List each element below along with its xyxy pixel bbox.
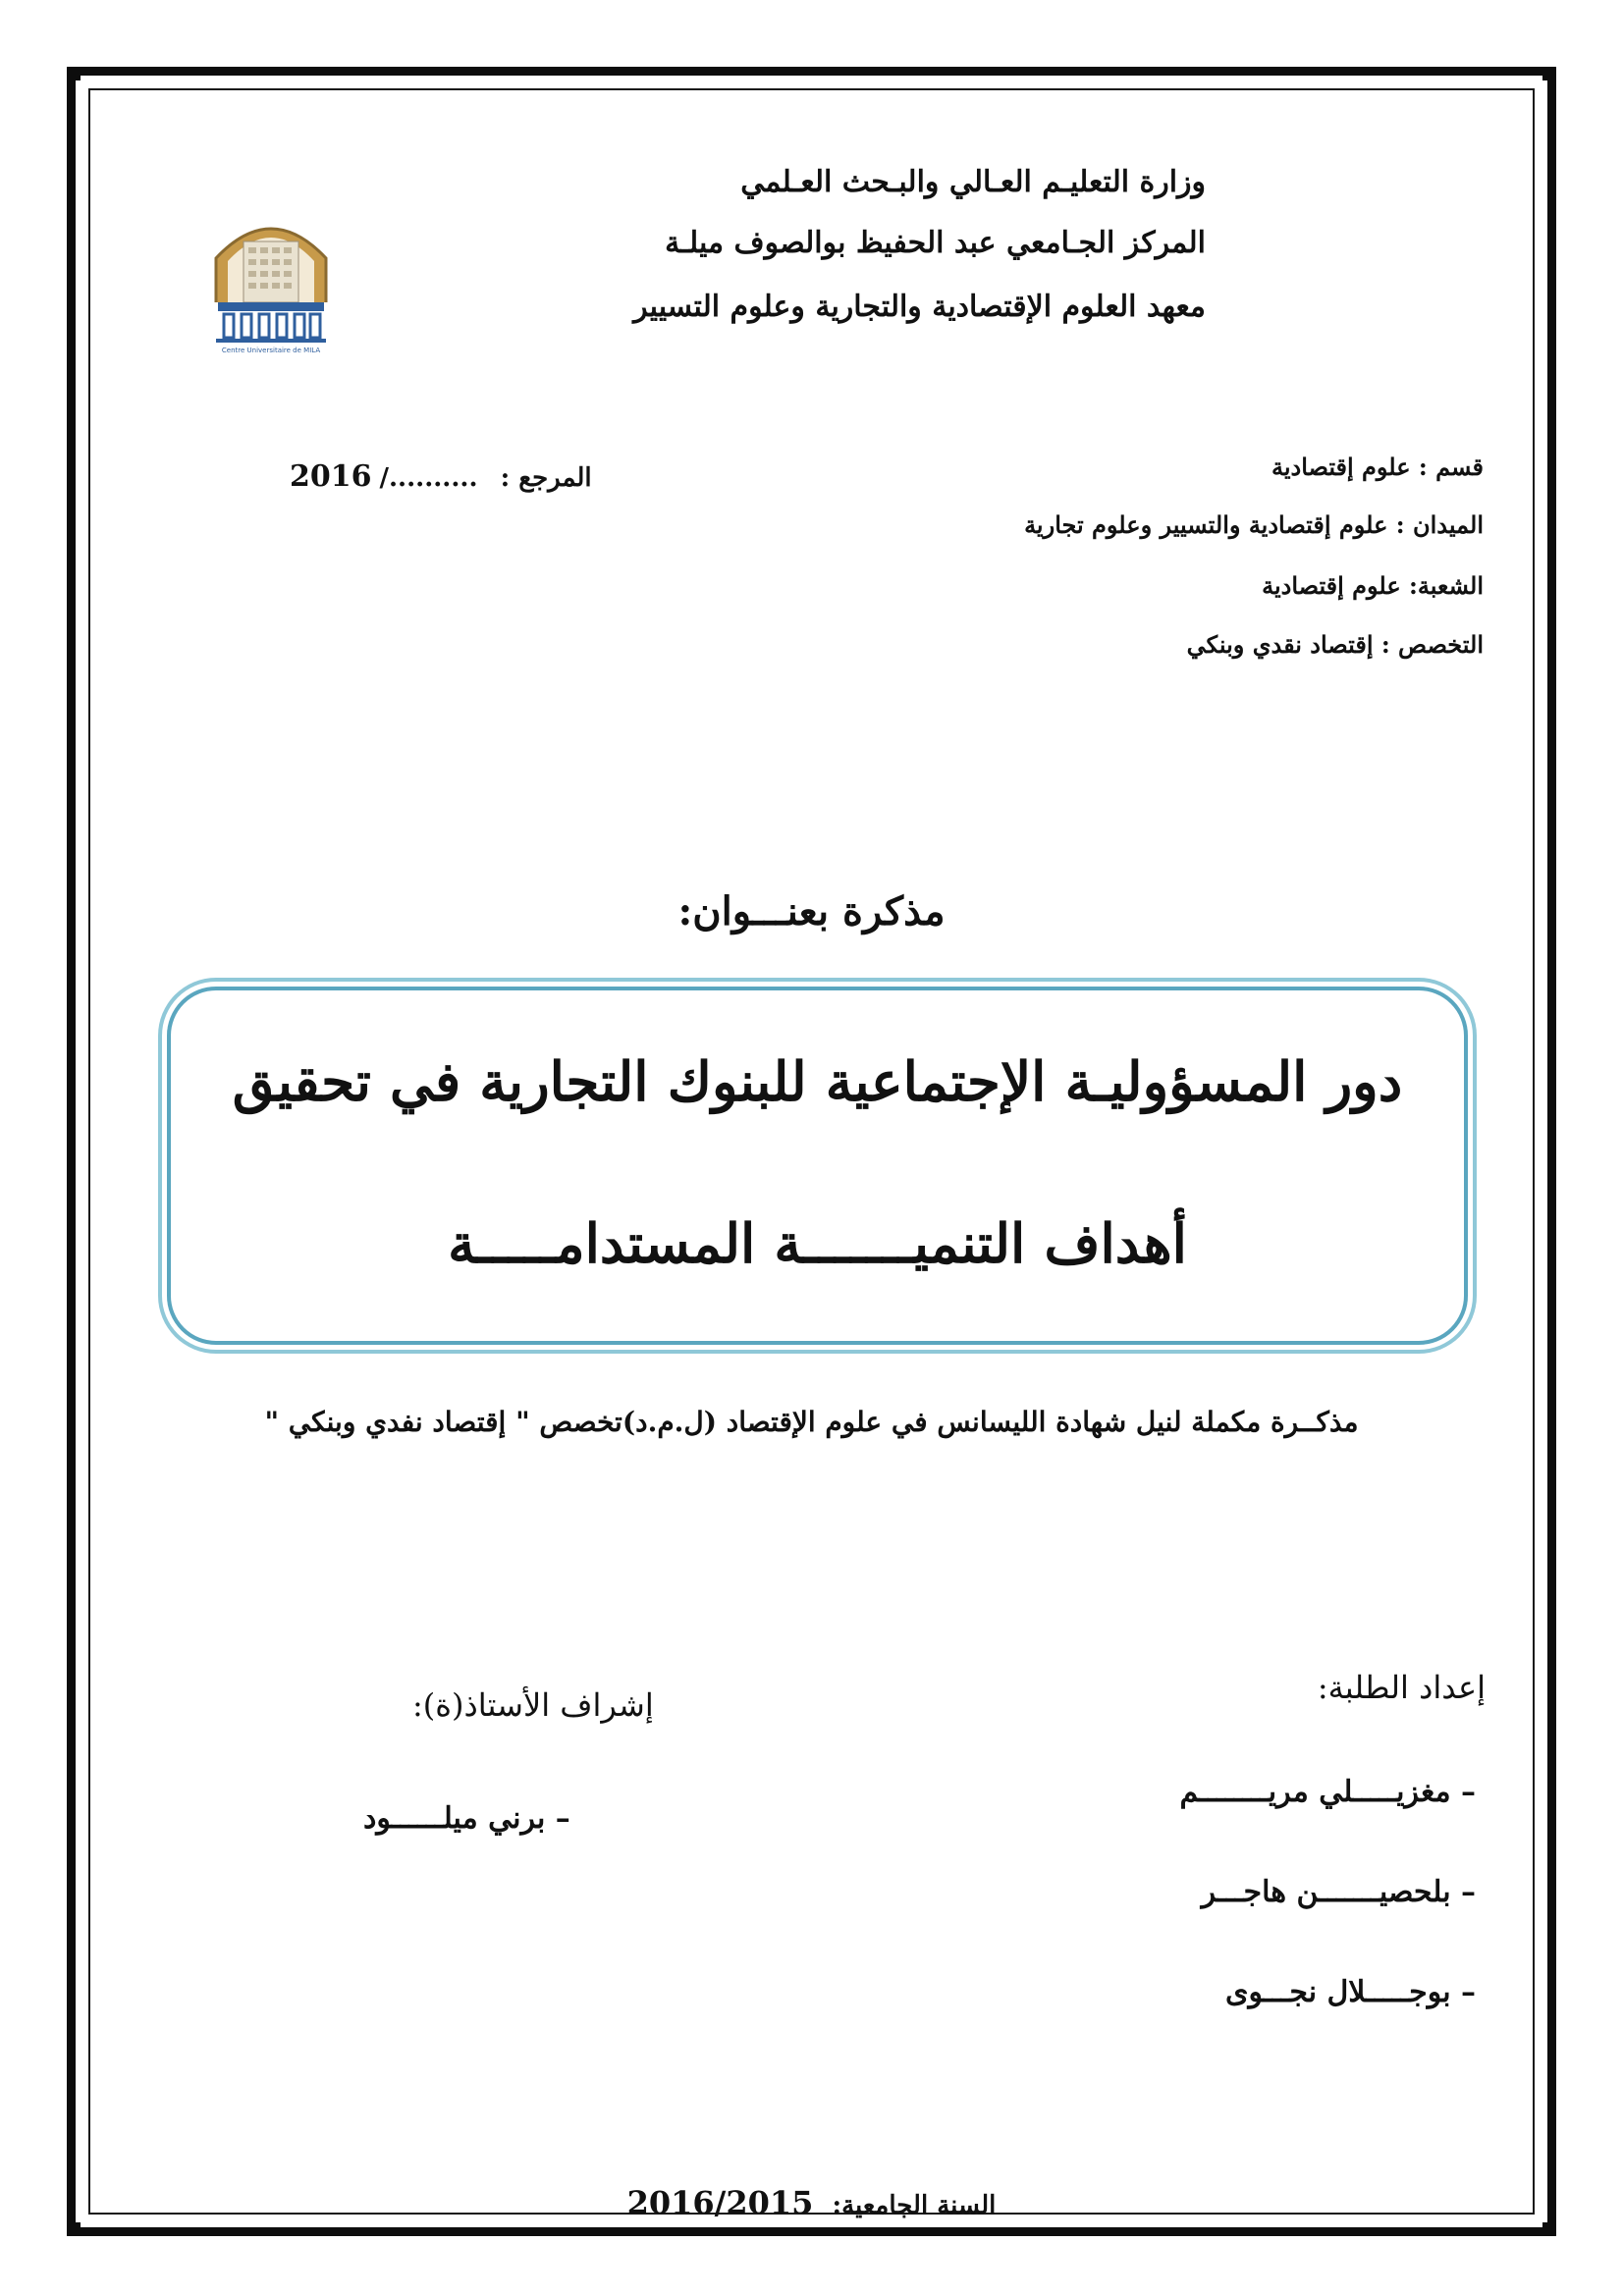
students-label: إعداد الطلبة: (1317, 1669, 1486, 1706)
supervisor-name: – برني ميلــــــود (363, 1801, 570, 1836)
border-corner (1542, 2222, 1556, 2236)
student-name: – بلحصيـــــــن هاجـــر (1201, 1875, 1476, 1909)
student-name: – بوجـــــلال نجـــوى (1225, 1975, 1476, 2009)
reference-number (290, 459, 592, 494)
border-corner (67, 2222, 81, 2236)
student-name: – مغزيـــــلي مريــــــــم (1179, 1775, 1476, 1809)
logo-caption: Centre Universitaire de MILA (221, 347, 321, 354)
academic-year-value: 2016/2015 (626, 2184, 814, 2221)
academic-year-label: السنة الجامعية: (832, 2191, 997, 2220)
memo-heading: مذكرة بعنـــوان: (677, 888, 946, 934)
branch: الشعبة: علوم إقتصادية (1262, 571, 1484, 600)
degree-statement: مذكــرة مكملة لنيل شهادة الليسانس في علوم الإقتصاد (ل.م.د)تخصص " إقتصاد نفدي وبنكي " (264, 1406, 1359, 1438)
specialty: التخصص : إقتصاد نقدي وبنكي (1186, 630, 1484, 659)
title-line-1: دور المسؤوليـة الإجتماعية للبنوك التجارية في تحقيق (232, 1049, 1403, 1113)
title-line-2: أهداف التنميـــــــة المستدامـــــة (448, 1211, 1187, 1275)
institute-name: معهد العلوم الإقتصادية والتجارية وعلوم التسيير (633, 290, 1206, 324)
academic-year (0, 2184, 1623, 2221)
reference-label: المرجع : (500, 463, 592, 493)
border-corner (67, 67, 81, 80)
university-name: المركز الجـامعي عبد الحفيظ بوالصوف ميلـة (665, 226, 1206, 260)
reference-value: ........../ (379, 463, 478, 493)
field: الميدان : علوم إقتصادية والتسيير وعلوم تجارية (1024, 510, 1484, 539)
department: قسم : علوم إقتصادية (1271, 453, 1484, 481)
supervisor-label: إشراف الأستاذ(ة): (412, 1686, 654, 1724)
border-corner (1542, 67, 1556, 80)
ministry-name: وزارة التعليـم العـالي والبـحث العـلمي (740, 165, 1206, 199)
reference-year: 2016 (290, 459, 372, 494)
title-box (167, 987, 1468, 1345)
university-logo (206, 204, 336, 356)
